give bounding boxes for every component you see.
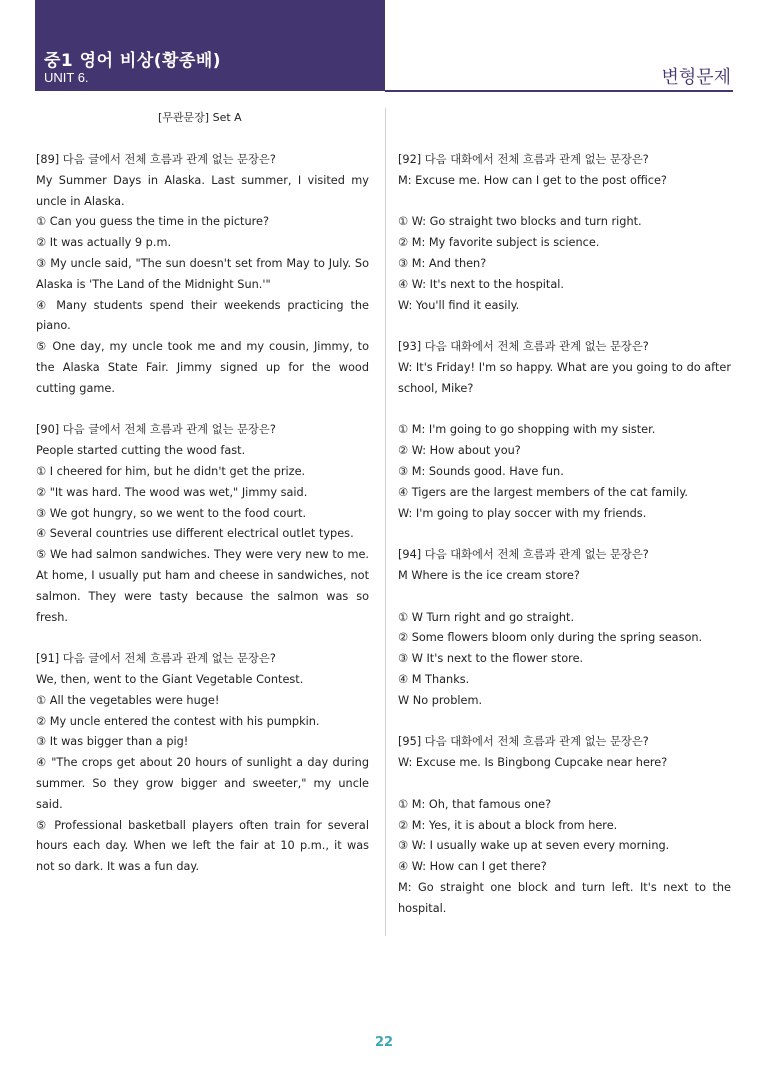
choice-1: ① I cheered for him, but he didn't get the prize. <box>36 464 306 478</box>
choice-4: ④ Several countries use different electrical outlet types. <box>36 527 354 541</box>
choice-2: ② M: My favorite subject is science. <box>398 236 600 250</box>
choice-5: ⑤ Professional basketball players often train for several hours each day. When we left the fair at 10 p.m., it was not so dark. It was a fun day. <box>36 818 369 874</box>
dialogue-closing: W: I'm going to play soccer with my friends. <box>398 506 647 520</box>
choice-3: ③ My uncle said, "The sun doesn't set from May to July. So Alaska is 'The Land of the Midnight Sun.'" <box>36 256 369 291</box>
choice-1: ① Can you guess the time in the picture? <box>36 215 269 229</box>
choice-4: ④ Tigers are the largest members of the cat family. <box>398 485 688 499</box>
choice-5: ⑤ One day, my uncle took me and my cousin, Jimmy, to the Alaska State Fair. Jimmy signed up for the wood cutting game. <box>36 340 369 395</box>
choice-4: ④ "The crops get about 20 hours of sunlight a day during summer. So they grow bigger and sweeter," my uncle said. <box>36 756 369 811</box>
dialogue-intro: W: It's Friday! I'm so happy. What are you going to do after school, Mike? <box>398 360 731 395</box>
dialogue-intro: M Where is the ice cream store? <box>398 568 580 582</box>
choice-5: ⑤ We had salmon sandwiches. They were very new to me. At home, I usually put ham and cheese in sandwiches, not salmon. They were tasty because the salmon was so fresh. <box>36 548 369 624</box>
dialogue-closing: M: Go straight one block and turn left. It's next to the hospital. <box>398 880 731 915</box>
choice-2: ② Some flowers bloom only during the spring season. <box>398 631 703 645</box>
section-label: 변형문제 <box>661 67 731 88</box>
set-label: [무관문장] Set A <box>158 111 242 124</box>
choice-2: ② It was actually 9 p.m. <box>36 236 172 250</box>
question-prompt: [93] 다음 대화에서 전체 흐름과 관계 없는 문장은? <box>398 340 649 354</box>
choice-3: ③ It was bigger than a pig! <box>36 735 189 749</box>
dialogue-intro: W: Excuse me. Is Bingbong Cupcake near here? <box>398 756 668 770</box>
question-prompt: [95] 다음 대화에서 전체 흐름과 관계 없는 문장은? <box>398 735 649 749</box>
unit-label: UNIT 6. <box>44 70 89 85</box>
choice-2: ② My uncle entered the contest with his pumpkin. <box>36 714 320 728</box>
choice-1: ① W: Go straight two blocks and turn right. <box>398 215 642 229</box>
choice-3: ③ W: I usually wake up at seven every morning. <box>398 839 670 853</box>
dialogue-closing: W: You'll find it easily. <box>398 298 520 312</box>
header-rule <box>385 90 733 92</box>
right-column <box>398 150 731 940</box>
dialogue-intro: M: Excuse me. How can I get to the post office? <box>398 173 667 187</box>
question-91 <box>36 649 369 878</box>
question-prompt: [89] 다음 글에서 전체 흐름과 관계 없는 문장은? <box>36 153 276 166</box>
choice-1: ① All the vegetables were huge! <box>36 693 220 707</box>
question-95 <box>398 732 731 919</box>
choice-1: ① M: Oh, that famous one? <box>398 797 552 811</box>
left-column <box>36 150 369 899</box>
choice-1: ① M: I'm going to go shopping with my sister. <box>398 423 656 437</box>
question-prompt: [92] 다음 대화에서 전체 흐름과 관계 없는 문장은? <box>398 153 649 166</box>
choice-4: ④ W: How can I get there? <box>398 860 547 874</box>
choice-2: ② "It was hard. The wood was wet," Jimmy said. <box>36 485 308 499</box>
question-prompt: [94] 다음 대화에서 전체 흐름과 관계 없는 문장은? <box>398 548 649 562</box>
choice-4: ④ Many students spend their weekends practicing the piano. <box>36 298 369 333</box>
question-93 <box>398 337 731 524</box>
column-divider <box>385 108 386 936</box>
question-92 <box>398 150 731 316</box>
choice-3: ③ M: And then? <box>398 256 487 270</box>
choice-4: ④ W: It's next to the hospital. <box>398 277 564 291</box>
book-title: 중1 영어 비상(황종배) <box>44 51 222 71</box>
passage-line: People started cutting the wood fast. <box>36 444 246 458</box>
passage-line: We, then, went to the Giant Vegetable Contest. <box>36 672 304 686</box>
question-90 <box>36 420 369 628</box>
dialogue-closing: W No problem. <box>398 693 483 707</box>
choice-2: ② M: Yes, it is about a block from here. <box>398 818 618 832</box>
page-number: 22 <box>374 1035 394 1050</box>
choice-4: ④ M Thanks. <box>398 672 470 686</box>
question-89 <box>36 150 369 400</box>
choice-1: ① W Turn right and go straight. <box>398 610 575 624</box>
choice-3: ③ M: Sounds good. Have fun. <box>398 464 564 478</box>
question-prompt: [90] 다음 글에서 전체 흐름과 관계 없는 문장은? <box>36 423 276 437</box>
choice-3: ③ W It's next to the flower store. <box>398 652 584 666</box>
question-prompt: [91] 다음 글에서 전체 흐름과 관계 없는 문장은? <box>36 652 276 666</box>
choice-3: ③ We got hungry, so we went to the food court. <box>36 506 307 520</box>
question-94 <box>398 545 731 711</box>
choice-2: ② W: How about you? <box>398 444 521 458</box>
passage-line: My Summer Days in Alaska. Last summer, I visited my uncle in Alaska. <box>36 173 369 208</box>
